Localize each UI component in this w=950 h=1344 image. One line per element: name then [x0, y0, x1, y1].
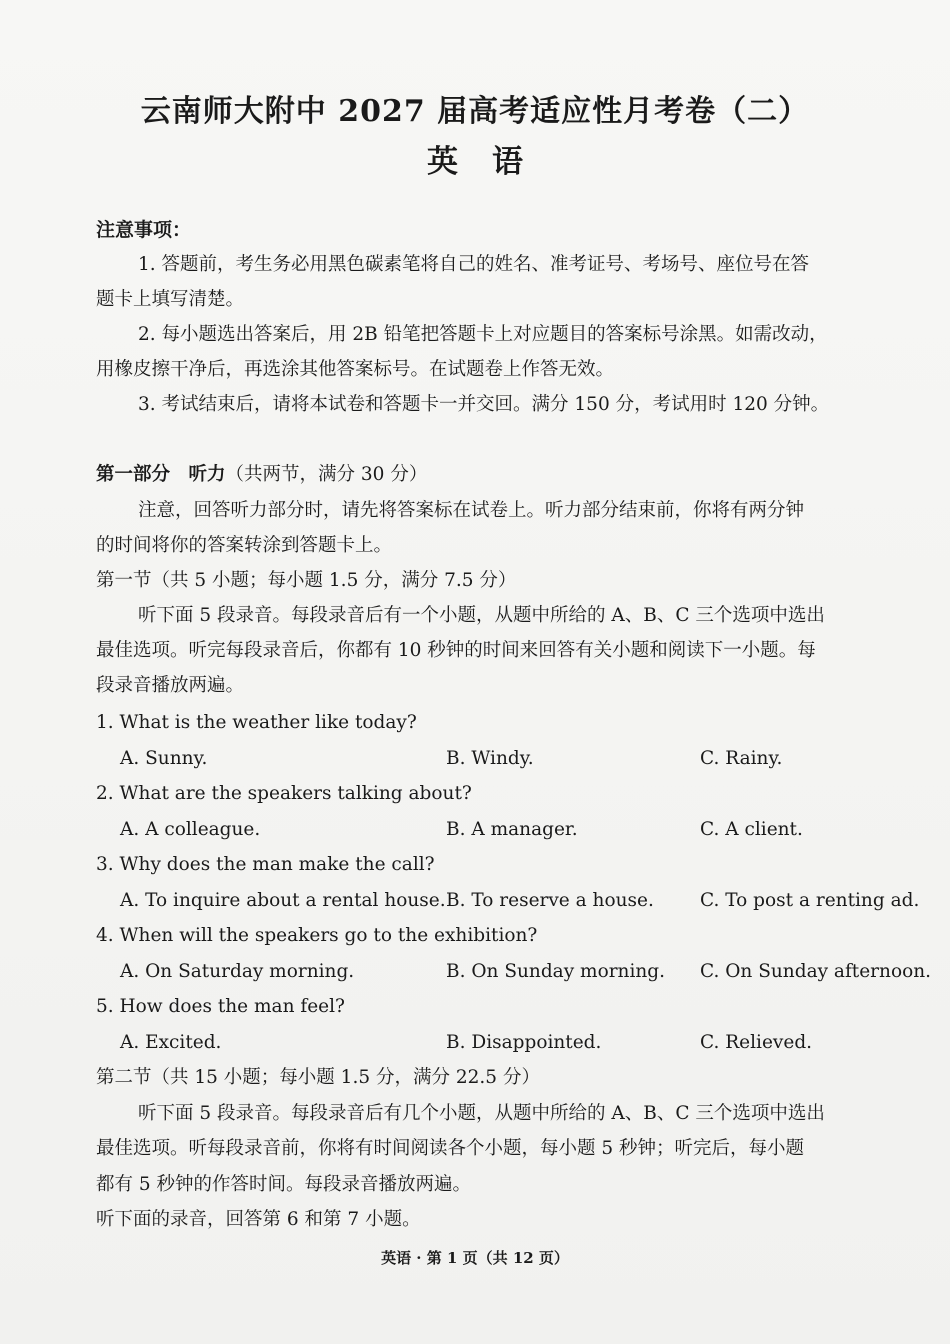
exam-subject: 英语	[427, 144, 557, 180]
question-3-option-a: A. To inquire about a rental house.	[120, 890, 446, 911]
part1-title-bold: 第一部分 听力	[96, 464, 226, 485]
question-5-option-a: A. Excited.	[120, 1032, 222, 1053]
exam-title: 云南师大附中 2027 届高考适应性月考卷（二）	[140, 94, 810, 129]
section1-instr-line-1: 听下面 5 段录音。每段录音后有一个小题，从题中所给的 A、B、C 三个选项中选出	[138, 605, 825, 626]
question-4-option-a: A. On Saturday morning.	[120, 961, 355, 982]
question-3-option-b: B. To reserve a house.	[446, 890, 654, 911]
question-1-option-c: C. Rainy.	[700, 748, 783, 769]
part1-title-rest: （共两节，满分 30 分）	[225, 464, 428, 485]
question-1-option-a: A. Sunny.	[120, 748, 208, 769]
question-1: 1. What is the weather like today?	[96, 712, 417, 733]
question-5-option-c: C. Relieved.	[700, 1032, 813, 1053]
question-3: 3. Why does the man make the call?	[96, 854, 435, 875]
section2-next-instruction: 听下面的录音，回答第 6 和第 7 小题。	[96, 1209, 421, 1230]
question-2-option-b: B. A manager.	[446, 819, 578, 840]
question-2: 2. What are the speakers talking about?	[96, 783, 472, 804]
question-4-option-c: C. On Sunday afternoon.	[700, 961, 932, 982]
part1-note-line-1: 注意，回答听力部分时，请先将答案标在试卷上。听力部分结束前，你将有两分钟	[138, 500, 805, 521]
question-4: 4. When will the speakers go to the exhibition?	[96, 925, 538, 946]
part1-note-line-2: 的时间将你的答案转涂到答题卡上。	[96, 535, 393, 556]
section1-instr-line-2: 最佳选项。听完每段录音后，你都有 10 秒钟的时间来回答有关小题和阅读下一小题。每	[96, 640, 816, 661]
section1-title: 第一节（共 5 小题；每小题 1.5 分，满分 7.5 分）	[96, 570, 517, 591]
section2-instr-line-3: 都有 5 秒钟的作答时间。每段录音播放两遍。	[96, 1174, 472, 1195]
notice-item-2-line-2: 用橡皮擦干净后，再选涂其他答案标号。在试题卷上作答无效。	[96, 359, 615, 380]
notice-item-2-line-1: 2. 每小题选出答案后，用 2B 铅笔把答题卡上对应题目的答案标号涂黑。如需改动，	[138, 324, 828, 345]
notice-heading: 注意事项：	[96, 219, 192, 241]
notice-item-3-line-1: 3. 考试结束后，请将本试卷和答题卡一并交回。满分 150 分，考试用时 120 分钟。	[138, 394, 830, 415]
part1-title	[96, 466, 916, 485]
question-5: 5. How does the man feel?	[96, 996, 345, 1017]
notice-item-1-line-2: 题卡上填写清楚。	[96, 289, 245, 310]
question-1-option-b: B. Windy.	[446, 748, 534, 769]
question-2-option-c: C. A client.	[700, 819, 803, 840]
notice-item-1-line-1: 1. 答题前，考生务必用黑色碳素笔将自己的姓名、准考证号、考场号、座位号在答	[138, 254, 810, 275]
page-footer: 英语 · 第 1 页（共 12 页）	[381, 1249, 569, 1267]
section2-instr-line-2: 最佳选项。听每段录音前，你将有时间阅读各个小题，每小题 5 秒钟；听完后，每小题	[96, 1138, 805, 1159]
question-3-option-c: C. To post a renting ad.	[700, 890, 920, 911]
section2-instr-line-1: 听下面 5 段录音。每段录音后有几个小题，从题中所给的 A、B、C 三个选项中选出	[138, 1103, 825, 1124]
section2-title: 第二节（共 15 小题；每小题 1.5 分，满分 22.5 分）	[96, 1067, 540, 1088]
question-5-option-b: B. Disappointed.	[446, 1032, 602, 1053]
question-2-option-a: A. A colleague.	[120, 819, 261, 840]
section1-instr-line-3: 段录音播放两遍。	[96, 675, 245, 696]
question-4-option-b: B. On Sunday morning.	[446, 961, 666, 982]
